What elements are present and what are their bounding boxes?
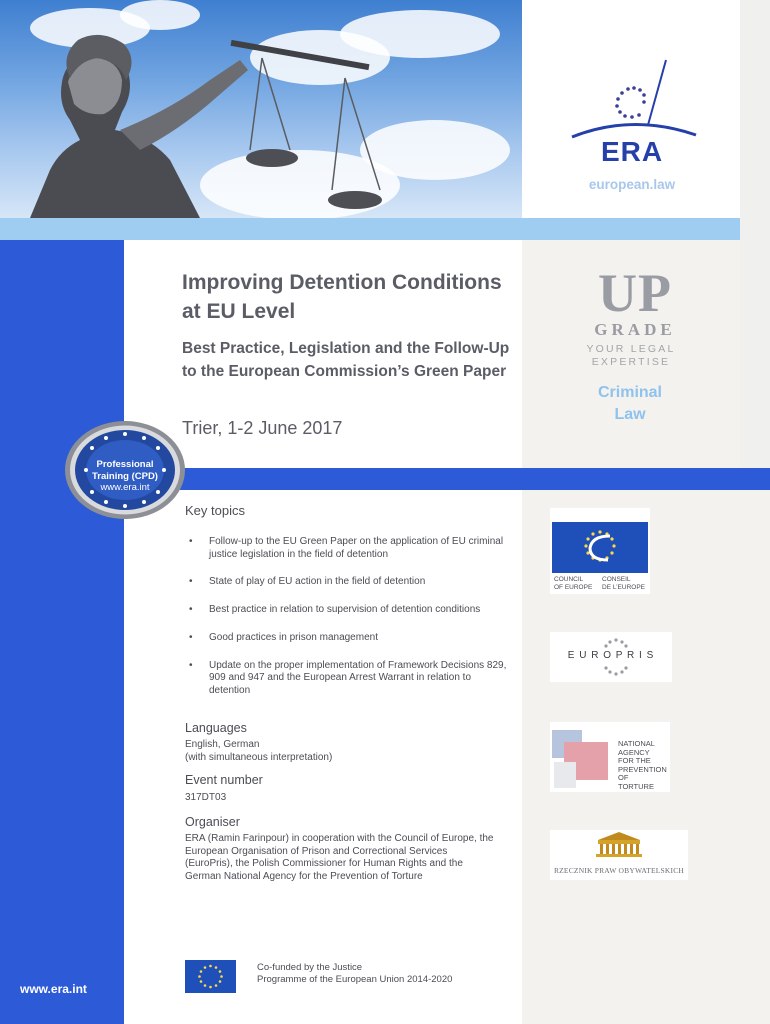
coe-label-en <box>554 576 592 591</box>
organiser-heading: Organiser <box>185 815 240 829</box>
cpd-line-3: www.era.int <box>100 482 150 493</box>
blue-divider-band <box>124 468 770 490</box>
era-logo-panel <box>522 0 740 218</box>
page-title: Improving Detention Conditions at EU Level <box>182 271 502 323</box>
cpd-line-1: Professional <box>96 459 154 470</box>
languages-line-1: English, German <box>185 739 260 750</box>
upgrade-logo-grade: GRADE <box>594 320 676 339</box>
eu-stars-icon <box>615 86 646 119</box>
languages-heading: Languages <box>185 721 247 735</box>
coe-label-en-1: COUNCIL <box>554 576 584 583</box>
cofunding-note <box>257 962 487 986</box>
council-of-europe-logo <box>550 508 650 594</box>
list-item: • Best practice in relation to supervision of detention conditions <box>188 604 508 617</box>
coe-label-fr-2: DE L’EUROPE <box>602 583 645 591</box>
npt-line: OF <box>618 773 629 783</box>
europris-logo <box>550 632 672 682</box>
list-item: • State of play of EU action in the field of detention <box>188 576 508 589</box>
key-topics-list <box>188 536 508 698</box>
event-number-value: 317DT03 <box>185 792 227 803</box>
upgrade-logo-up: UP <box>598 263 672 323</box>
npt-wordmark <box>618 740 667 792</box>
coe-label-en-2: OF EUROPE <box>554 583 593 591</box>
eu-flag-icon <box>185 960 236 993</box>
hero-image <box>0 0 522 218</box>
languages-text <box>185 739 505 764</box>
cpd-line-2: Training (CPD) <box>92 470 158 482</box>
key-topics-heading: Key topics <box>185 503 245 518</box>
practice-area-line-2: Law <box>614 406 646 423</box>
cpd-badge-text <box>84 459 166 494</box>
upgrade-practice-area <box>580 382 680 426</box>
rpo-logo <box>550 830 688 880</box>
npt-line: PREVENTION <box>618 764 667 774</box>
npt-line: FOR THE <box>618 756 651 766</box>
npt-line: NATIONAL <box>618 739 655 748</box>
practice-area-line-1: Criminal <box>597 384 662 401</box>
event-date: Trier, 1-2 June 2017 <box>182 418 343 438</box>
npt-logo <box>550 722 670 792</box>
npt-logo-block-gray <box>554 762 576 788</box>
era-website-link[interactable]: www.era.int <box>20 982 87 996</box>
rpo-emblem <box>550 830 688 860</box>
justice-statue-image <box>0 0 522 218</box>
light-blue-band <box>0 218 740 240</box>
npt-line: TORTURE <box>618 781 654 791</box>
upgrade-tagline <box>575 343 687 369</box>
era-logo-url: european.law <box>588 177 676 192</box>
coe-label-fr-1: CONSEIL <box>602 576 631 583</box>
coe-label-fr <box>602 576 645 591</box>
coe-flag <box>552 522 648 573</box>
upgrade-tagline-line-1: YOUR LEGAL <box>586 343 676 355</box>
europris-wordmark: E U R O P R I S <box>567 650 655 661</box>
cofunding-line-2: Programme of the European Union 2014-2020 <box>257 974 453 985</box>
upgrade-tagline-line-2: EXPERTISE <box>591 356 671 368</box>
languages-line-2: (with simultaneous interpretation) <box>185 751 333 763</box>
list-item: • Follow-up to the EU Green Paper on the application of EU criminal justice legislation in the field of detention <box>188 536 508 561</box>
rpo-wordmark: RZECZNIK PRAW OBYWATELSKICH <box>553 866 685 875</box>
organiser-text: ERA (Ramin Farinpour) in cooperation with the Council of Europe, the European Organisation of Prison and Correctional Services (EuroPris), the Polish Commissioner for Human Rights and the German National Agency for the Prevention of Torture <box>185 833 494 883</box>
npt-line: AGENCY <box>618 747 650 757</box>
era-logo-text: ERA <box>600 136 664 167</box>
cofunding-line-1: Co-funded by the Justice <box>257 962 363 973</box>
left-blue-column <box>0 240 124 1024</box>
list-item: • Good practices in prison management <box>188 632 508 645</box>
list-item: • Update on the proper implementation of Framework Decisions 829, 909 and 947 and the European Arrest Warrant in relation to detention <box>188 660 508 698</box>
page-subtitle: Best Practice, Legislation and the Follow-Up to the European Commission’s Green Paper <box>182 340 510 380</box>
right-edge-strip <box>740 0 770 470</box>
event-number-heading: Event number <box>185 773 263 787</box>
